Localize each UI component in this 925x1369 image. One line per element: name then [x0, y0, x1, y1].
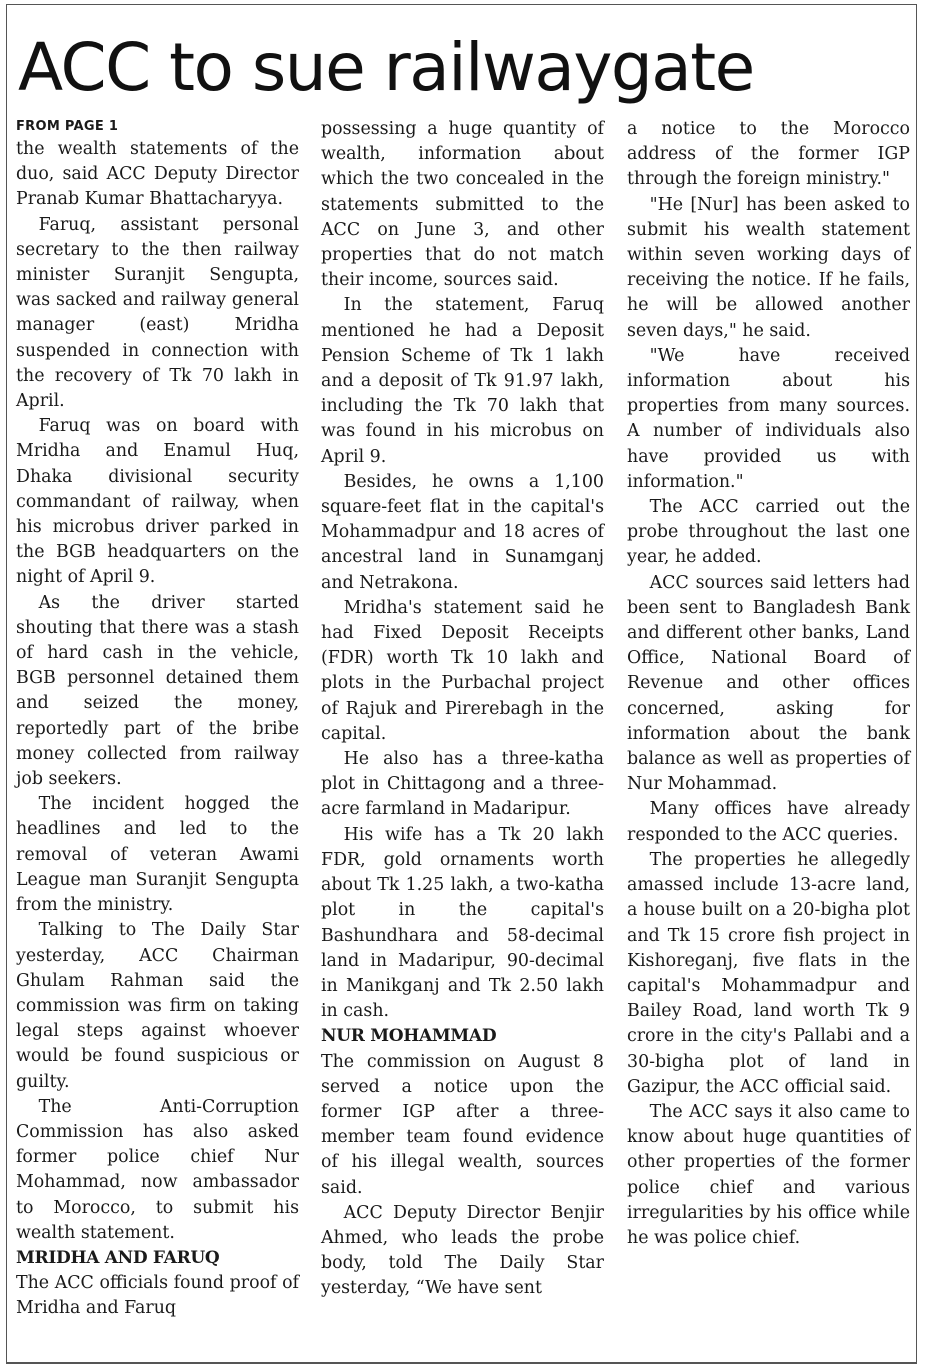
headline: ACC to sue railwaygate	[18, 29, 754, 106]
column-2	[321, 117, 604, 1302]
paragraph: The commission on August 8 served a notice upon the former IGP after a three-member team found evidence of his illegal wealth, sources said.	[321, 1051, 604, 1198]
paragraph: ACC sources said letters had been sent to Bangladesh Bank and different other banks, Land Office, National Board of Revenue and other offices concerned, asking for information about the bank balance as well as properties of Nur Mohammad.	[627, 572, 910, 795]
paragraph: Many offices have already responded to the ACC queries.	[627, 799, 910, 845]
paragraph: In the statement, Faruq mentioned he had a Deposit Pension Scheme of Tk 1 lakh and a deposit of Tk 91.97 lakh, including the Tk 70 lakh that was found in his microbus on April 9.	[321, 295, 604, 467]
kicker: FROM PAGE 1	[16, 119, 119, 134]
paragraph: ACC Deputy Director Benjir Ahmed, who leads the probe body, told The Daily Star yesterday, “We have sent	[321, 1202, 604, 1299]
subhead-nur-mohammad: NUR MOHAMMAD	[321, 1026, 497, 1047]
subhead-mridha-faruq: MRIDHA AND FARUQ	[16, 1247, 220, 1268]
paragraph: His wife has a Tk 20 lakh FDR, gold ornaments worth about Tk 1.25 lakh, a two-katha plot in the capital's Bashundhara and 58-decimal land in Madaripur, 90-decimal in Manikganj and Tk 2.50 lakh in cash.	[321, 824, 604, 1022]
paragraph: He also has a three-katha plot in Chittagong and a three-acre farmland in Madaripur.	[321, 749, 604, 820]
column-1	[16, 117, 299, 1322]
paragraph: a notice to the Morocco address of the former IGP through the foreign ministry."	[627, 119, 910, 190]
paragraph: The Anti-Corruption Commission has also asked former police chief Nur Mohammad, now ambassador to Morocco, to submit his wealth statement.	[16, 1096, 299, 1243]
paragraph: "We have received information about his properties from many sources. A number of individuals also have provided us with information."	[627, 345, 910, 492]
paragraph: The ACC carried out the probe throughout the last one year, he added.	[627, 497, 910, 568]
paragraph: Faruq was on board with Mridha and Enamul Huq, Dhaka divisional security commandant of railway, when his microbus driver parked in the BGB headquarters on the night of April 9.	[16, 416, 299, 588]
column-3	[627, 117, 910, 1251]
bottom-rule	[6, 1362, 917, 1364]
paragraph: As the driver started shouting that there was a stash of hard cash in the vehicle, BGB personnel detained them and seized the money, reportedly part of the bribe money collected from railway job seekers.	[16, 592, 299, 790]
paragraph: Mridha's statement said he had Fixed Deposit Receipts (FDR) worth Tk 10 lakh and plots in the Purbachal project of Rajuk and Pirerebagh in the capital.	[321, 597, 604, 744]
paragraph: Besides, he owns a 1,100 square-feet flat in the capital's Mohammadpur and 18 acres of ancestral land in Sunamganj and Netrakona.	[321, 471, 604, 593]
paragraph: The incident hogged the headlines and led to the removal of veteran Awami League man Suranjit Sengupta from the ministry.	[16, 794, 299, 916]
paragraph: "He [Nur] has been asked to submit his wealth statement within seven working days of receiving the notice. If he fails, he will be allowed another seven days," he said.	[627, 194, 910, 341]
paragraph: Faruq, assistant personal secretary to the then railway minister Suranjit Sengupta, was sacked and railway general manager (east) Mridha suspended in connection with the recovery of Tk 70 lakh in April.	[16, 214, 299, 412]
paragraph: Talking to The Daily Star yesterday, ACC Chairman Ghulam Rahman said the commission was firm on taking legal steps against whoever would be found suspicious or guilty.	[16, 920, 299, 1092]
paragraph: possessing a huge quantity of wealth, information about which the two concealed in the statements submitted to the ACC on June 3, and other properties that do not match their income, sources said.	[321, 119, 604, 291]
paragraph: The ACC says it also came to know about huge quantities of other properties of the former police chief and various irregularities by his office while he was police chief.	[627, 1101, 910, 1248]
paragraph: The ACC officials found proof of Mridha and Faruq	[16, 1273, 299, 1319]
paragraph: the wealth statements of the duo, said ACC Deputy Director Pranab Kumar Bhattacharyya.	[16, 139, 299, 210]
paragraph: The properties he allegedly amassed include 13-acre land, a house built on a 20-bigha plot and Tk 15 crore fish project in Kishoreganj, five flats in the capital's Mohammadpur and Bailey Road, land worth Tk 9 crore in the city's Pallabi and a 30-bigha plot of land in Gazipur, the ACC official said.	[627, 849, 910, 1097]
